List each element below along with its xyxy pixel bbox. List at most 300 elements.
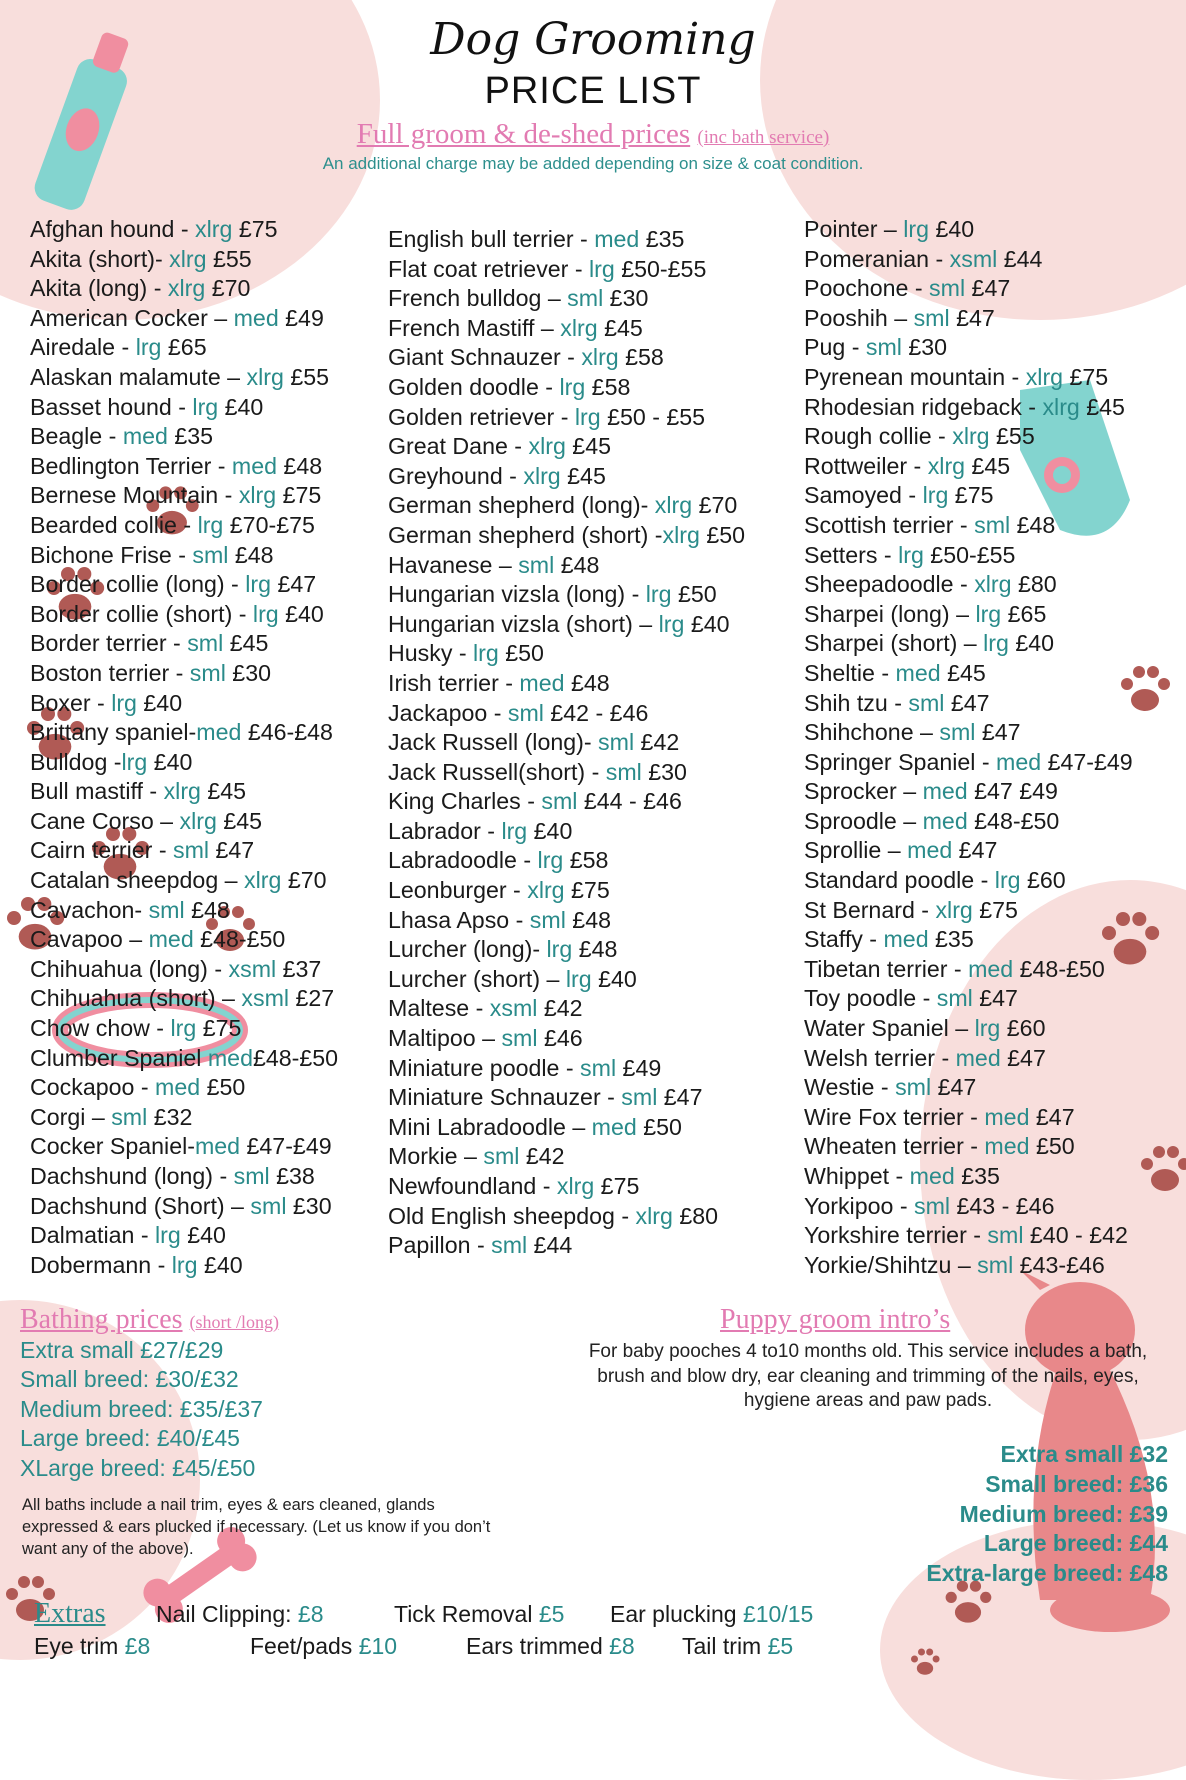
price-value: £48-£50: [967, 807, 1060, 834]
size-label: lrg: [975, 600, 1002, 627]
price-value: £50: [1029, 1133, 1075, 1160]
price-value: £45: [597, 314, 643, 341]
size-label: xlrg: [1042, 393, 1080, 420]
price-row: [388, 580, 745, 610]
breed-name: Wheaten terrier -: [804, 1133, 985, 1160]
price-value: £40: [1008, 630, 1055, 657]
price-value: £40: [147, 748, 193, 775]
price-value: £70-£75: [223, 511, 315, 538]
price-value: £58: [563, 847, 609, 874]
extra-label: Nail Clipping:: [156, 1601, 298, 1627]
price-row: [388, 1202, 745, 1232]
price-value: £47: [1029, 1103, 1075, 1130]
breed-name: French bulldog –: [388, 285, 568, 312]
breed-name: Cairn terrier -: [30, 837, 174, 864]
breed-name: Dachshund (Short) –: [30, 1192, 251, 1219]
breed-name: Sheepadoodle -: [804, 571, 975, 598]
size-label: lrg: [994, 867, 1021, 894]
extra-label: Eye trim: [34, 1633, 125, 1659]
size-notice: An additional charge may be added depending on size & coat condition.: [322, 154, 864, 173]
breed-name: Staffy -: [804, 926, 884, 953]
extras-title: Extras: [34, 1598, 106, 1629]
price-row: [804, 304, 1133, 334]
price-row: [804, 1014, 1133, 1044]
price-value: £48: [228, 541, 274, 568]
breed-name: Morkie –: [388, 1143, 484, 1170]
price-value: £58: [618, 344, 664, 371]
price-row: [30, 393, 338, 423]
price-row: [388, 1083, 745, 1113]
price-value: £55: [989, 423, 1035, 450]
price-value: £35: [928, 926, 974, 953]
size-label: lrg: [171, 1251, 198, 1278]
price-value: £38: [269, 1163, 315, 1189]
bathing-price-item: Small breed: £30/£32: [20, 1366, 239, 1393]
breed-name: King Charles -: [388, 788, 542, 815]
breed-name: Dobermann -: [30, 1251, 172, 1278]
size-label: lrg: [537, 847, 564, 874]
bathing-price-item: Medium breed: £35/£37: [20, 1395, 263, 1422]
puppy-price-item: Medium breed: £39: [959, 1500, 1168, 1527]
size-label: sml: [987, 1222, 1024, 1249]
price-value: £46: [537, 1025, 583, 1052]
price-row: [804, 1251, 1133, 1281]
breed-name: Cavapoo –: [30, 926, 149, 953]
price-row: [30, 1251, 338, 1281]
price-row: [30, 629, 338, 659]
breed-name: German shepherd (short) -: [388, 521, 663, 548]
puppy-price-item: Extra-large breed: £48: [926, 1560, 1168, 1587]
breed-name: Giant Schnauzer -: [388, 344, 582, 371]
price-value: £45: [223, 630, 269, 657]
breed-name: Chow chow -: [30, 1015, 171, 1042]
extra-label: Tail trim: [682, 1633, 768, 1659]
price-row: [388, 669, 745, 699]
price-value: £40: [684, 610, 730, 637]
bathing-price-item: XLarge breed: £45/£50: [20, 1454, 256, 1481]
breed-name: Labradoodle -: [388, 847, 538, 874]
size-label: med: [968, 955, 1014, 982]
price-row: [804, 984, 1133, 1014]
price-value: £30: [286, 1192, 332, 1219]
price-row: [30, 511, 338, 541]
price-row: [804, 541, 1133, 571]
breed-name: Pooshih –: [804, 304, 914, 331]
price-value: £44 - £46: [577, 788, 682, 815]
size-label: xlrg: [974, 571, 1012, 598]
size-label: sml: [148, 896, 185, 923]
breed-name: Sharpei (short) –: [804, 630, 984, 657]
price-row: [388, 994, 745, 1024]
header: [0, 0, 1186, 180]
size-label: med: [922, 807, 968, 834]
price-row: [804, 718, 1133, 748]
extra-item: [34, 1633, 150, 1660]
size-label: med: [122, 423, 168, 450]
size-label: xlrg: [560, 314, 598, 341]
breed-name: Cockapoo -: [30, 1074, 156, 1101]
breed-name: Brittany spaniel-: [30, 719, 197, 746]
breed-name: Boxer -: [30, 689, 112, 716]
extra-price: £8: [297, 1601, 324, 1627]
price-row: [388, 343, 745, 373]
breed-name: Basset hound -: [30, 393, 193, 420]
price-value: £50: [200, 1074, 246, 1101]
price-row: [804, 511, 1133, 541]
price-value: £30: [641, 758, 687, 785]
breed-name: Pyrenean mountain -: [804, 363, 1026, 390]
breed-name: Tibetan terrier -: [804, 955, 969, 982]
size-label: med: [984, 1103, 1030, 1130]
price-column-3: [804, 215, 1133, 1280]
puppy-description: For baby pooches 4 to10 months old. This service includes a bath, brush and blow dry, ear cleaning and trimming of the nails, eyes, hygiene areas and paw pads.: [588, 1341, 1148, 1411]
size-label: xlrg: [952, 423, 990, 450]
size-label: lrg: [155, 1222, 181, 1249]
extra-item: [682, 1633, 793, 1660]
price-row: [388, 491, 745, 521]
price-value: £42: [634, 729, 680, 756]
extra-price: £10/15: [742, 1601, 814, 1627]
price-row: [30, 422, 338, 452]
size-label: sml: [939, 719, 976, 746]
price-value: £48: [565, 906, 611, 933]
breed-name: Maltipoo –: [388, 1025, 502, 1052]
breed-name: Mini Labradoodle –: [388, 1113, 592, 1140]
size-label: xlrg: [635, 1202, 673, 1229]
breed-name: Clumber Spaniel: [30, 1044, 208, 1071]
price-row: [30, 1162, 338, 1192]
size-label: lrg: [559, 373, 586, 400]
extra-price: £8: [124, 1633, 151, 1659]
breed-name: Yorkie/Shihtzu –: [804, 1251, 978, 1278]
size-label: xsml: [241, 985, 290, 1012]
price-row: [804, 1132, 1133, 1162]
size-label: med: [984, 1133, 1030, 1160]
size-label: xlrg: [935, 896, 973, 923]
price-row: [30, 1132, 338, 1162]
price-value: £47-£49: [240, 1133, 332, 1160]
price-value: £75: [594, 1173, 640, 1199]
price-row: [388, 373, 745, 403]
breed-name: Greyhound -: [388, 462, 524, 489]
size-label: med: [231, 452, 278, 479]
size-label: lrg: [111, 689, 137, 716]
size-label: lrg: [135, 334, 162, 361]
size-label: sml: [605, 758, 642, 785]
price-row: [388, 1142, 745, 1172]
size-label: xlrg: [927, 452, 966, 479]
breed-name: Whippet -: [804, 1163, 910, 1189]
breed-name: Akita (long) -: [30, 275, 168, 302]
breed-name: French Mastiff –: [388, 314, 561, 341]
price-row: [388, 403, 745, 433]
breed-name: Chihuahua (short) –: [30, 985, 242, 1012]
size-label: lrg: [903, 216, 930, 242]
breed-name: Toy poodle -: [804, 985, 937, 1012]
price-row: [388, 255, 745, 285]
price-value: £50: [498, 640, 544, 667]
price-row: [30, 541, 338, 571]
breed-name: Dalmatian -: [30, 1222, 155, 1249]
breed-name: Wire Fox terrier -: [804, 1103, 985, 1130]
price-row: [388, 935, 745, 965]
breed-name: Cavachon-: [30, 896, 149, 923]
price-value: £65: [1001, 600, 1047, 627]
size-label: xlrg: [195, 216, 233, 242]
price-value: £40: [136, 689, 183, 716]
price-row: [30, 481, 338, 511]
price-row: [30, 1014, 338, 1044]
price-row: [804, 777, 1133, 807]
price-row: [804, 570, 1133, 600]
price-row: [30, 570, 338, 600]
price-value: £42 - £46: [543, 699, 649, 726]
price-value: £50: [699, 521, 746, 548]
price-value: £50-£55: [923, 541, 1016, 568]
puppy-title: [720, 1304, 950, 1336]
extra-label: Tick Removal: [394, 1601, 539, 1627]
bathing-price-list: [20, 1336, 263, 1483]
breed-name: Cane Corso –: [30, 807, 180, 834]
size-label: lrg: [170, 1015, 197, 1042]
breed-name: Water Spaniel –: [804, 1015, 975, 1042]
price-row: [30, 659, 338, 689]
breed-name: Standard poodle -: [804, 867, 995, 894]
price-row: [30, 836, 338, 866]
price-row: [804, 807, 1133, 837]
breed-name: Newfoundland -: [388, 1173, 557, 1199]
breed-name: Welsh terrier -: [804, 1044, 956, 1071]
puppy-price-item: Extra small £32: [1000, 1441, 1168, 1467]
price-value: £65: [161, 334, 207, 361]
price-value: £47: [965, 275, 1011, 302]
puppy-price-item: Small breed: £36: [985, 1470, 1168, 1497]
paw-print-icon: [905, 1645, 945, 1680]
breed-name: St Bernard -: [804, 896, 936, 923]
price-value: £49: [278, 304, 324, 331]
price-value: £75: [196, 1015, 242, 1042]
price-value: £48-£50: [1013, 955, 1105, 982]
size-label: sml: [529, 906, 566, 933]
breed-name: Hungarian vizsla (short) –: [388, 610, 659, 637]
size-label: sml: [507, 699, 544, 726]
size-label: med: [207, 1044, 253, 1071]
price-row: [30, 955, 338, 985]
price-value: £47: [975, 719, 1021, 746]
price-value: £40: [197, 1251, 243, 1278]
price-row: [804, 274, 1133, 304]
price-value: £30: [603, 285, 649, 312]
breed-name: Border collie (long) -: [30, 571, 246, 598]
price-value: £80: [672, 1202, 719, 1229]
price-value: £40: [180, 1222, 226, 1249]
price-row: [388, 1113, 745, 1143]
breed-name: Jack Russell(short) -: [388, 758, 606, 785]
size-label: xlrg: [556, 1173, 595, 1199]
size-label: xsml: [489, 995, 538, 1022]
size-label: med: [148, 926, 194, 953]
breed-name: Labrador -: [388, 817, 502, 844]
price-row: [804, 866, 1133, 896]
size-label: sml: [908, 689, 945, 716]
price-row: [388, 521, 745, 551]
size-label: xlrg: [581, 344, 619, 371]
size-label: xlrg: [654, 492, 693, 519]
breed-name: Afghan hound -: [30, 216, 196, 242]
price-value: £48: [554, 551, 600, 578]
size-label: sml: [598, 729, 635, 756]
price-value: £45: [940, 659, 986, 686]
price-row: [30, 1192, 338, 1222]
size-label: lrg: [574, 403, 601, 430]
extra-label: Ear plucking: [610, 1601, 743, 1627]
size-label: sml: [189, 659, 226, 686]
breed-name: Scottish terrier -: [804, 511, 975, 538]
size-label: sml: [518, 551, 555, 578]
size-label: med: [955, 1044, 1001, 1071]
breed-name: Border terrier -: [30, 630, 188, 657]
bathing-title-note: (short /long): [189, 1312, 280, 1332]
breed-name: German shepherd (long)-: [388, 492, 655, 519]
price-value: £47-£49: [1041, 748, 1133, 775]
price-row: [30, 748, 338, 778]
price-row: [388, 1231, 745, 1261]
price-value: £47: [271, 571, 317, 598]
breed-name: Great Dane -: [388, 433, 529, 460]
size-label: lrg: [645, 581, 672, 608]
price-row: [30, 896, 338, 926]
price-value: £80: [1011, 571, 1057, 598]
puppy-price-item: Large breed: £44: [983, 1530, 1168, 1557]
price-value: £60: [1020, 867, 1066, 894]
price-value: £47: [931, 1074, 977, 1101]
price-column-1: [30, 215, 338, 1280]
price-row: [388, 462, 745, 492]
price-value: £49: [616, 1054, 662, 1081]
size-label: med: [895, 659, 941, 686]
breed-name: Lurcher (short) –: [388, 965, 566, 992]
price-row: [388, 965, 745, 995]
price-row: [388, 1024, 745, 1054]
price-value: £30: [225, 659, 271, 686]
price-value: £42: [537, 995, 583, 1022]
size-label: sml: [567, 285, 604, 312]
breed-name: Havanese –: [388, 551, 519, 578]
price-row: [388, 906, 745, 936]
extra-price: £10: [358, 1633, 398, 1659]
price-column-2: [388, 225, 745, 1261]
price-row: [804, 600, 1133, 630]
price-value: £35: [954, 1163, 1000, 1189]
subtitle-note: (inc bath service): [697, 127, 830, 148]
breed-name: Boston terrier -: [30, 659, 190, 686]
extra-item: [610, 1601, 813, 1628]
price-value: £40: [218, 393, 264, 420]
breed-name: Akita (short)-: [30, 245, 170, 272]
size-label: med: [883, 926, 929, 953]
price-value: £60: [1000, 1015, 1046, 1042]
size-label: lrg: [192, 393, 219, 420]
breed-name: Border collie (short) -: [30, 600, 253, 627]
breed-name: Bearded collie -: [30, 511, 198, 538]
size-label: med: [909, 1163, 955, 1189]
breed-name: Rough collie -: [804, 423, 953, 450]
size-label: med: [194, 1133, 241, 1160]
breed-name: Yorkipoo -: [804, 1192, 914, 1219]
breed-name: Bernese Mountain -: [30, 482, 239, 509]
breed-name: Cocker Spaniel-: [30, 1133, 195, 1160]
size-label: med: [594, 226, 640, 252]
page-script-title: Dog Grooming: [430, 14, 756, 65]
price-row: [388, 551, 745, 581]
price-row: [804, 393, 1133, 423]
size-label: lrg: [565, 965, 592, 992]
size-label: xlrg: [246, 363, 284, 390]
extra-label: Feet/pads: [250, 1633, 359, 1659]
size-label: med: [233, 304, 279, 331]
price-row: [804, 245, 1133, 275]
price-value: £75: [972, 896, 1018, 923]
price-row: [804, 1192, 1133, 1222]
price-value: £45: [560, 462, 606, 489]
price-value: £75: [1063, 363, 1109, 390]
section-subtitle: [0, 118, 1186, 151]
bathing-price-item: Large breed: £40/£45: [20, 1425, 240, 1452]
size-label: sml: [977, 1251, 1014, 1278]
price-row: [30, 925, 338, 955]
breed-name: Dachshund (long) -: [30, 1163, 234, 1189]
bathing-title: [20, 1304, 279, 1336]
price-value: £43 - £46: [950, 1192, 1055, 1219]
price-row: [30, 215, 338, 245]
breed-name: Pug -: [804, 334, 866, 361]
breed-name: Jackapoo -: [388, 699, 508, 726]
price-value: £75: [276, 482, 322, 509]
breed-name: Alaskan malamute –: [30, 363, 247, 390]
price-value: £30: [901, 334, 948, 361]
size-label: med: [519, 669, 565, 696]
price-value: £58: [585, 373, 631, 400]
extra-price: £5: [767, 1633, 794, 1659]
breed-name: Shihchone –: [804, 719, 940, 746]
breed-name: Sheltie -: [804, 659, 896, 686]
extra-price: £5: [538, 1601, 565, 1627]
breed-name: Miniature Schnauzer -: [388, 1084, 622, 1111]
price-row: [388, 876, 745, 906]
price-value: £50: [636, 1113, 682, 1140]
price-value: £75: [948, 482, 994, 509]
size-label: xlrg: [527, 877, 565, 904]
price-row: [804, 215, 1133, 245]
size-label: sml: [491, 1232, 528, 1259]
size-label: sml: [929, 275, 966, 302]
price-row: [804, 363, 1133, 393]
breed-name: Lhasa Apso -: [388, 906, 530, 933]
breed-name: Miniature poodle -: [388, 1054, 581, 1081]
size-label: sml: [250, 1192, 287, 1219]
size-label: sml: [541, 788, 578, 815]
price-row: [388, 432, 745, 462]
size-label: med: [196, 719, 242, 746]
breed-name: Maltese -: [388, 995, 490, 1022]
breed-name: Yorkshire terrier -: [804, 1222, 988, 1249]
price-row: [804, 481, 1133, 511]
breed-name: Golden retriever -: [388, 403, 575, 430]
size-label: med: [922, 778, 968, 805]
price-value: £42: [519, 1143, 565, 1170]
price-row: [804, 896, 1133, 926]
size-label: lrg: [898, 541, 924, 568]
